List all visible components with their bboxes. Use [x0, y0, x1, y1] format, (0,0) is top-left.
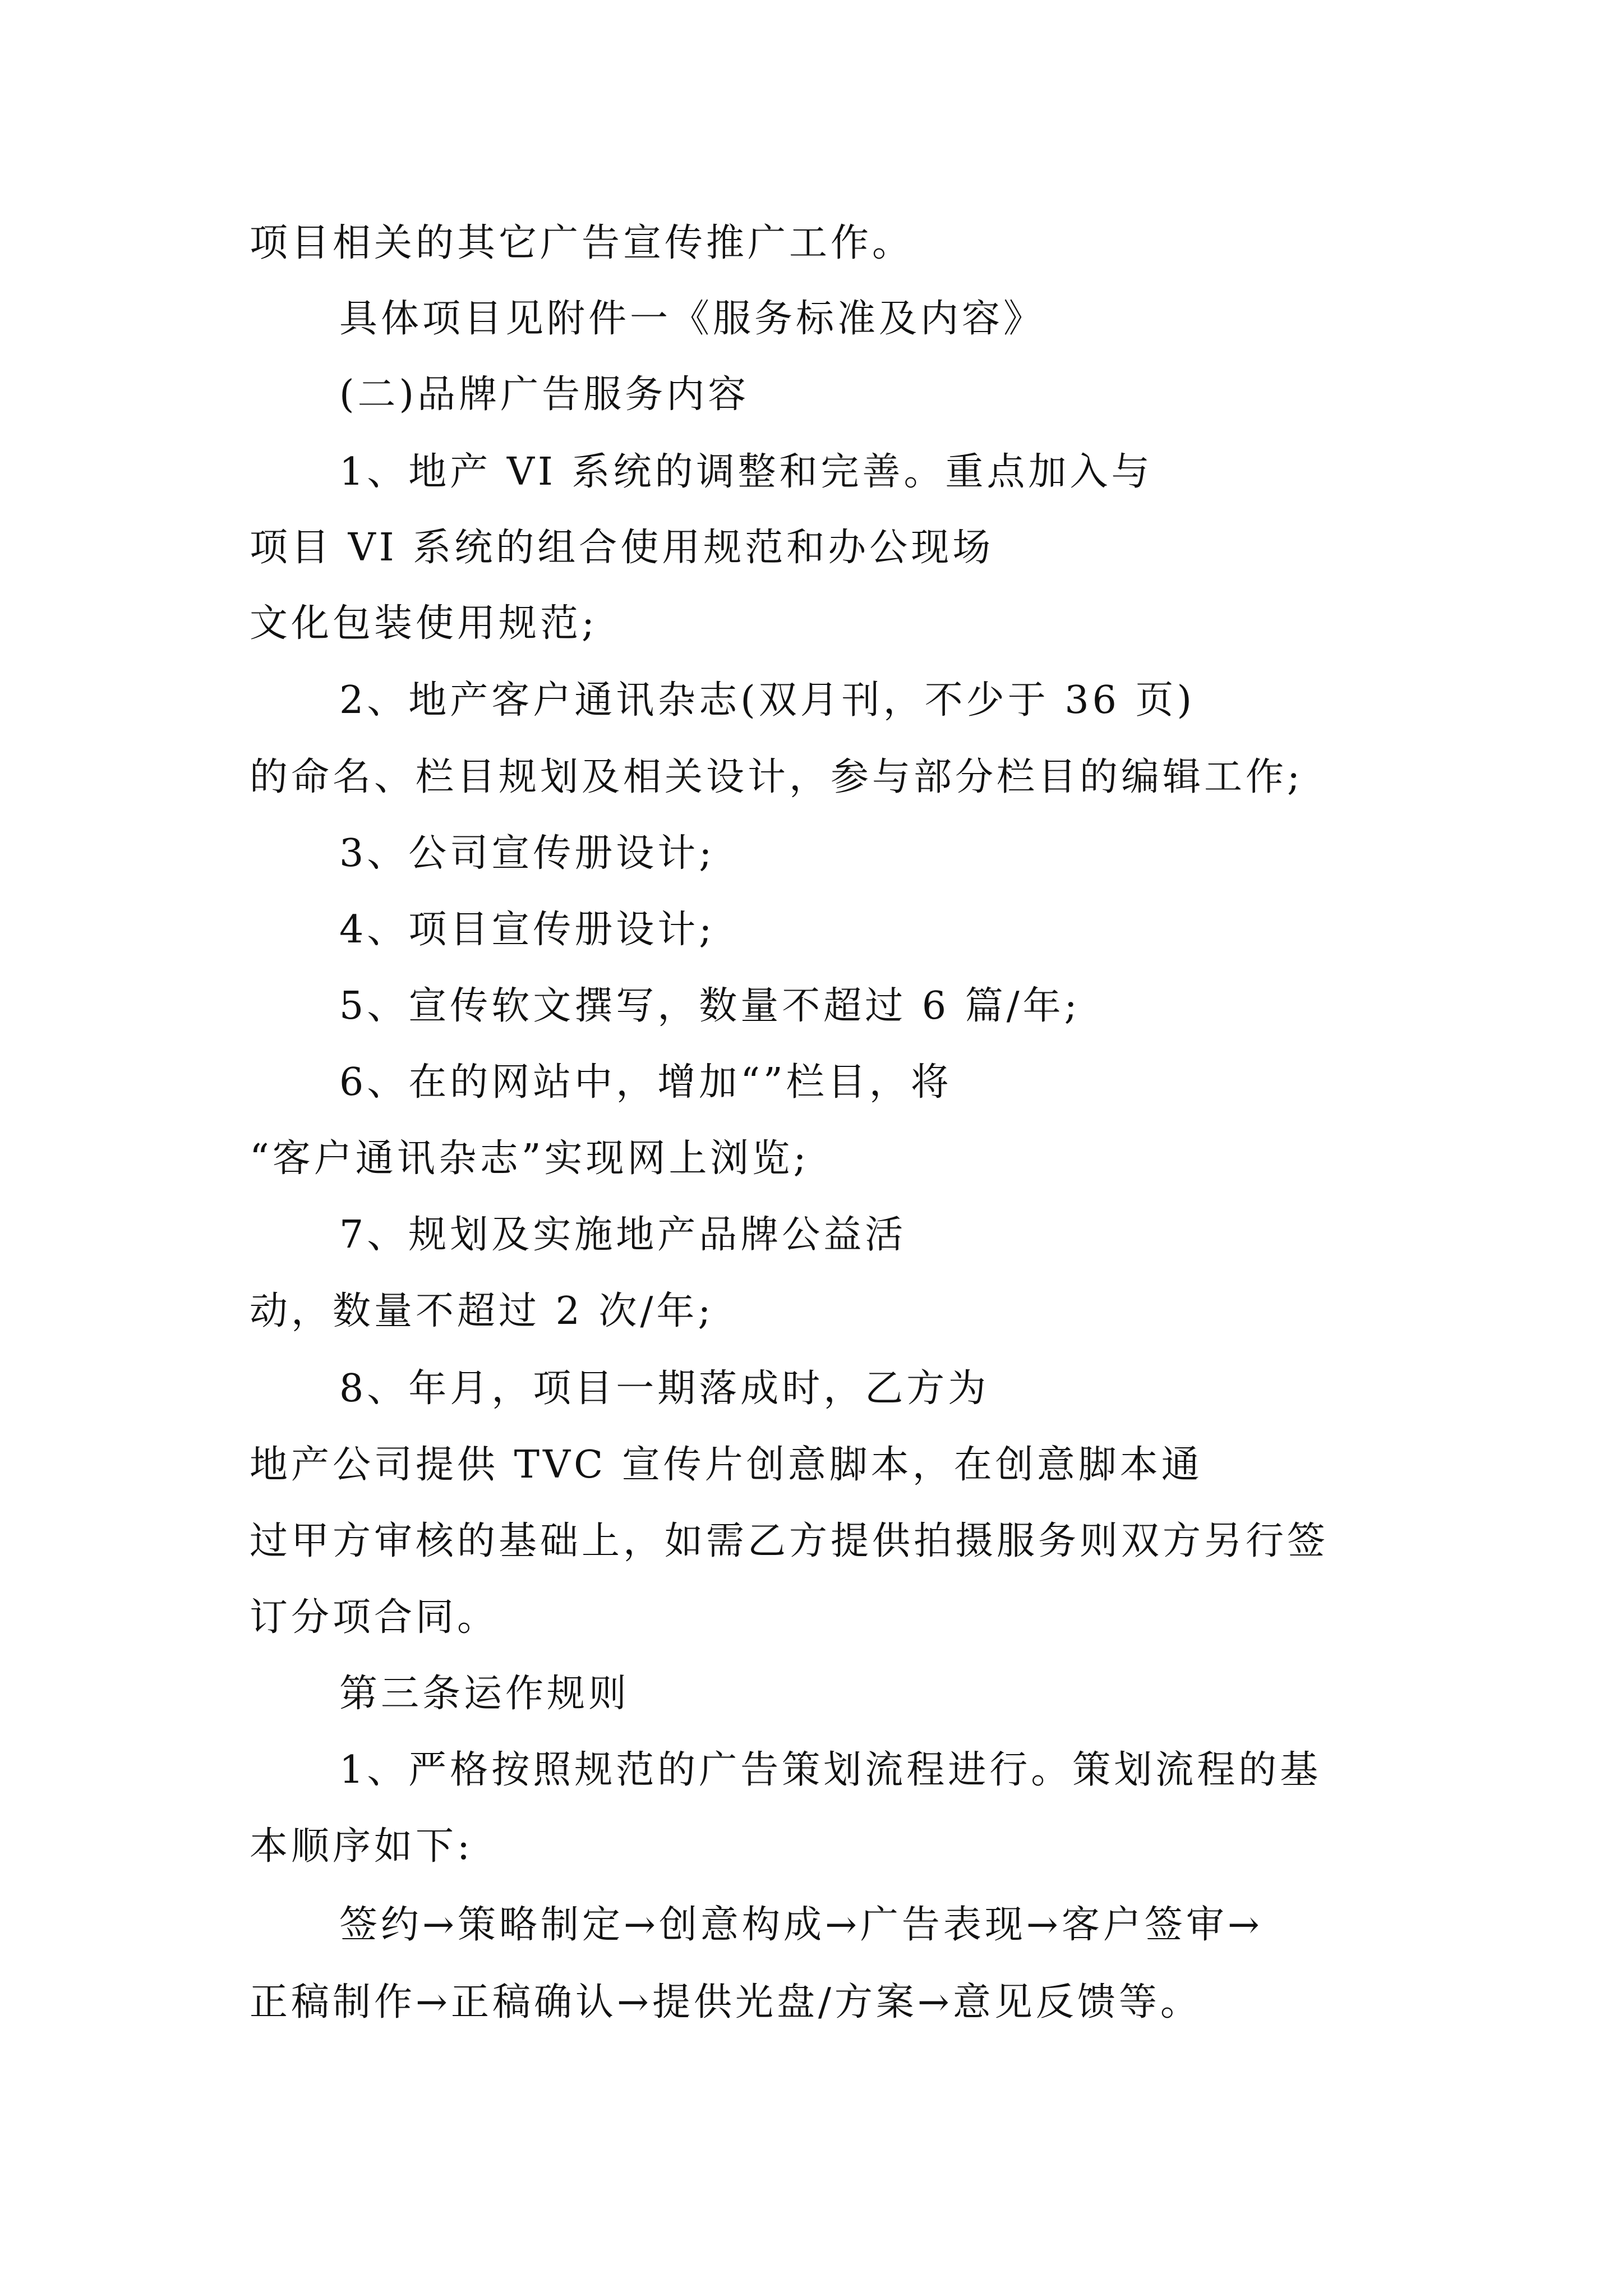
- text: 文化包装使用规范;: [250, 601, 598, 646]
- text: 地产品牌公益活: [616, 1213, 907, 1257]
- text-line: [339, 1366, 990, 1411]
- text-line: [250, 221, 914, 265]
- text-line: [339, 678, 1196, 723]
- text-line: [250, 1137, 810, 1181]
- text: 的命名、栏目规划及相关设计，参与部分栏目的编辑工作;: [250, 755, 1303, 799]
- text: ”栏目，将: [763, 1060, 952, 1105]
- text: 过甲方审核的基础上，如需乙方提供拍摄服务则双方另行签: [250, 1519, 1329, 1563]
- text-line: [250, 755, 1303, 799]
- text: 公司宣传册设计;: [408, 831, 716, 876]
- text: 项目 VI 系统的组合使用规范和: [250, 526, 828, 570]
- text: 本顺序如下:: [250, 1824, 473, 1869]
- section-heading: [339, 1672, 630, 1716]
- text: 地产客户通讯杂志(双月刊，不少于 36 页): [408, 678, 1196, 723]
- text: 2、: [339, 678, 409, 723]
- text: 客户通讯杂志”实现网上浏览;: [272, 1137, 810, 1181]
- text: 年: [408, 1366, 450, 1411]
- text: 正稿制作→正稿确认→提供光盘/方案→意见反馈等。: [250, 1980, 1202, 2024]
- text-line: [339, 1903, 1263, 1947]
- text: “: [250, 1137, 273, 1181]
- text: 月，项目一期落成时，乙方为: [450, 1366, 990, 1411]
- text: 地产 VI 系统的调整和完善。重点加入与: [408, 450, 1153, 494]
- text: 7、规划及实施: [339, 1213, 616, 1257]
- text-line: [339, 450, 1153, 494]
- text: 1、: [339, 450, 409, 494]
- text-line: [339, 297, 1045, 341]
- text-line: [250, 1289, 714, 1333]
- text: 1、严格按照规范的广告策划流程进行。策划流程的基: [339, 1748, 1322, 1792]
- text: 动，数量不超过 2 次/年;: [250, 1289, 714, 1333]
- text: 5、: [339, 984, 409, 1028]
- text-line: [250, 601, 598, 646]
- text: 项目相关的其它广告宣传推广工作。: [250, 221, 914, 265]
- text: 订分项合同。: [250, 1595, 499, 1640]
- text: 的网站中，增加“: [450, 1060, 764, 1105]
- text: 4、: [339, 908, 409, 952]
- text-line: [339, 908, 716, 952]
- text-line: [339, 831, 716, 876]
- text: 宣传软文撰写，数量不超过 6 篇/年;: [408, 984, 1081, 1028]
- text-line: [250, 1824, 473, 1869]
- text-line: [250, 1595, 499, 1640]
- text: 6、在: [339, 1060, 450, 1105]
- text-line: [250, 1443, 1203, 1487]
- text-line: [339, 372, 750, 417]
- text: 办公现场: [828, 526, 994, 570]
- text-line: [339, 1060, 952, 1105]
- text-line: [250, 1519, 1329, 1563]
- text: 第三条运作规则: [339, 1672, 630, 1716]
- text-line: [250, 1980, 1202, 2024]
- text-line: [339, 1748, 1322, 1792]
- text: 品牌广告服务内容: [417, 372, 750, 417]
- text: 地产公司提供 TVC 宣传片创意脚本，在创意脚本通: [250, 1443, 1203, 1487]
- text-line: [250, 526, 994, 570]
- text-line: [339, 984, 1081, 1028]
- text: 3、: [339, 831, 409, 876]
- text: 8、: [339, 1366, 409, 1411]
- text: 具体项目见附件一《服务标准及内容》: [339, 297, 1045, 341]
- text: 项目宣传册设计;: [408, 908, 716, 952]
- text-line: [339, 1213, 907, 1257]
- text: 签约→策略制定→创意构成→广告表现→客户签审→: [339, 1903, 1263, 1947]
- text: (二): [339, 372, 418, 417]
